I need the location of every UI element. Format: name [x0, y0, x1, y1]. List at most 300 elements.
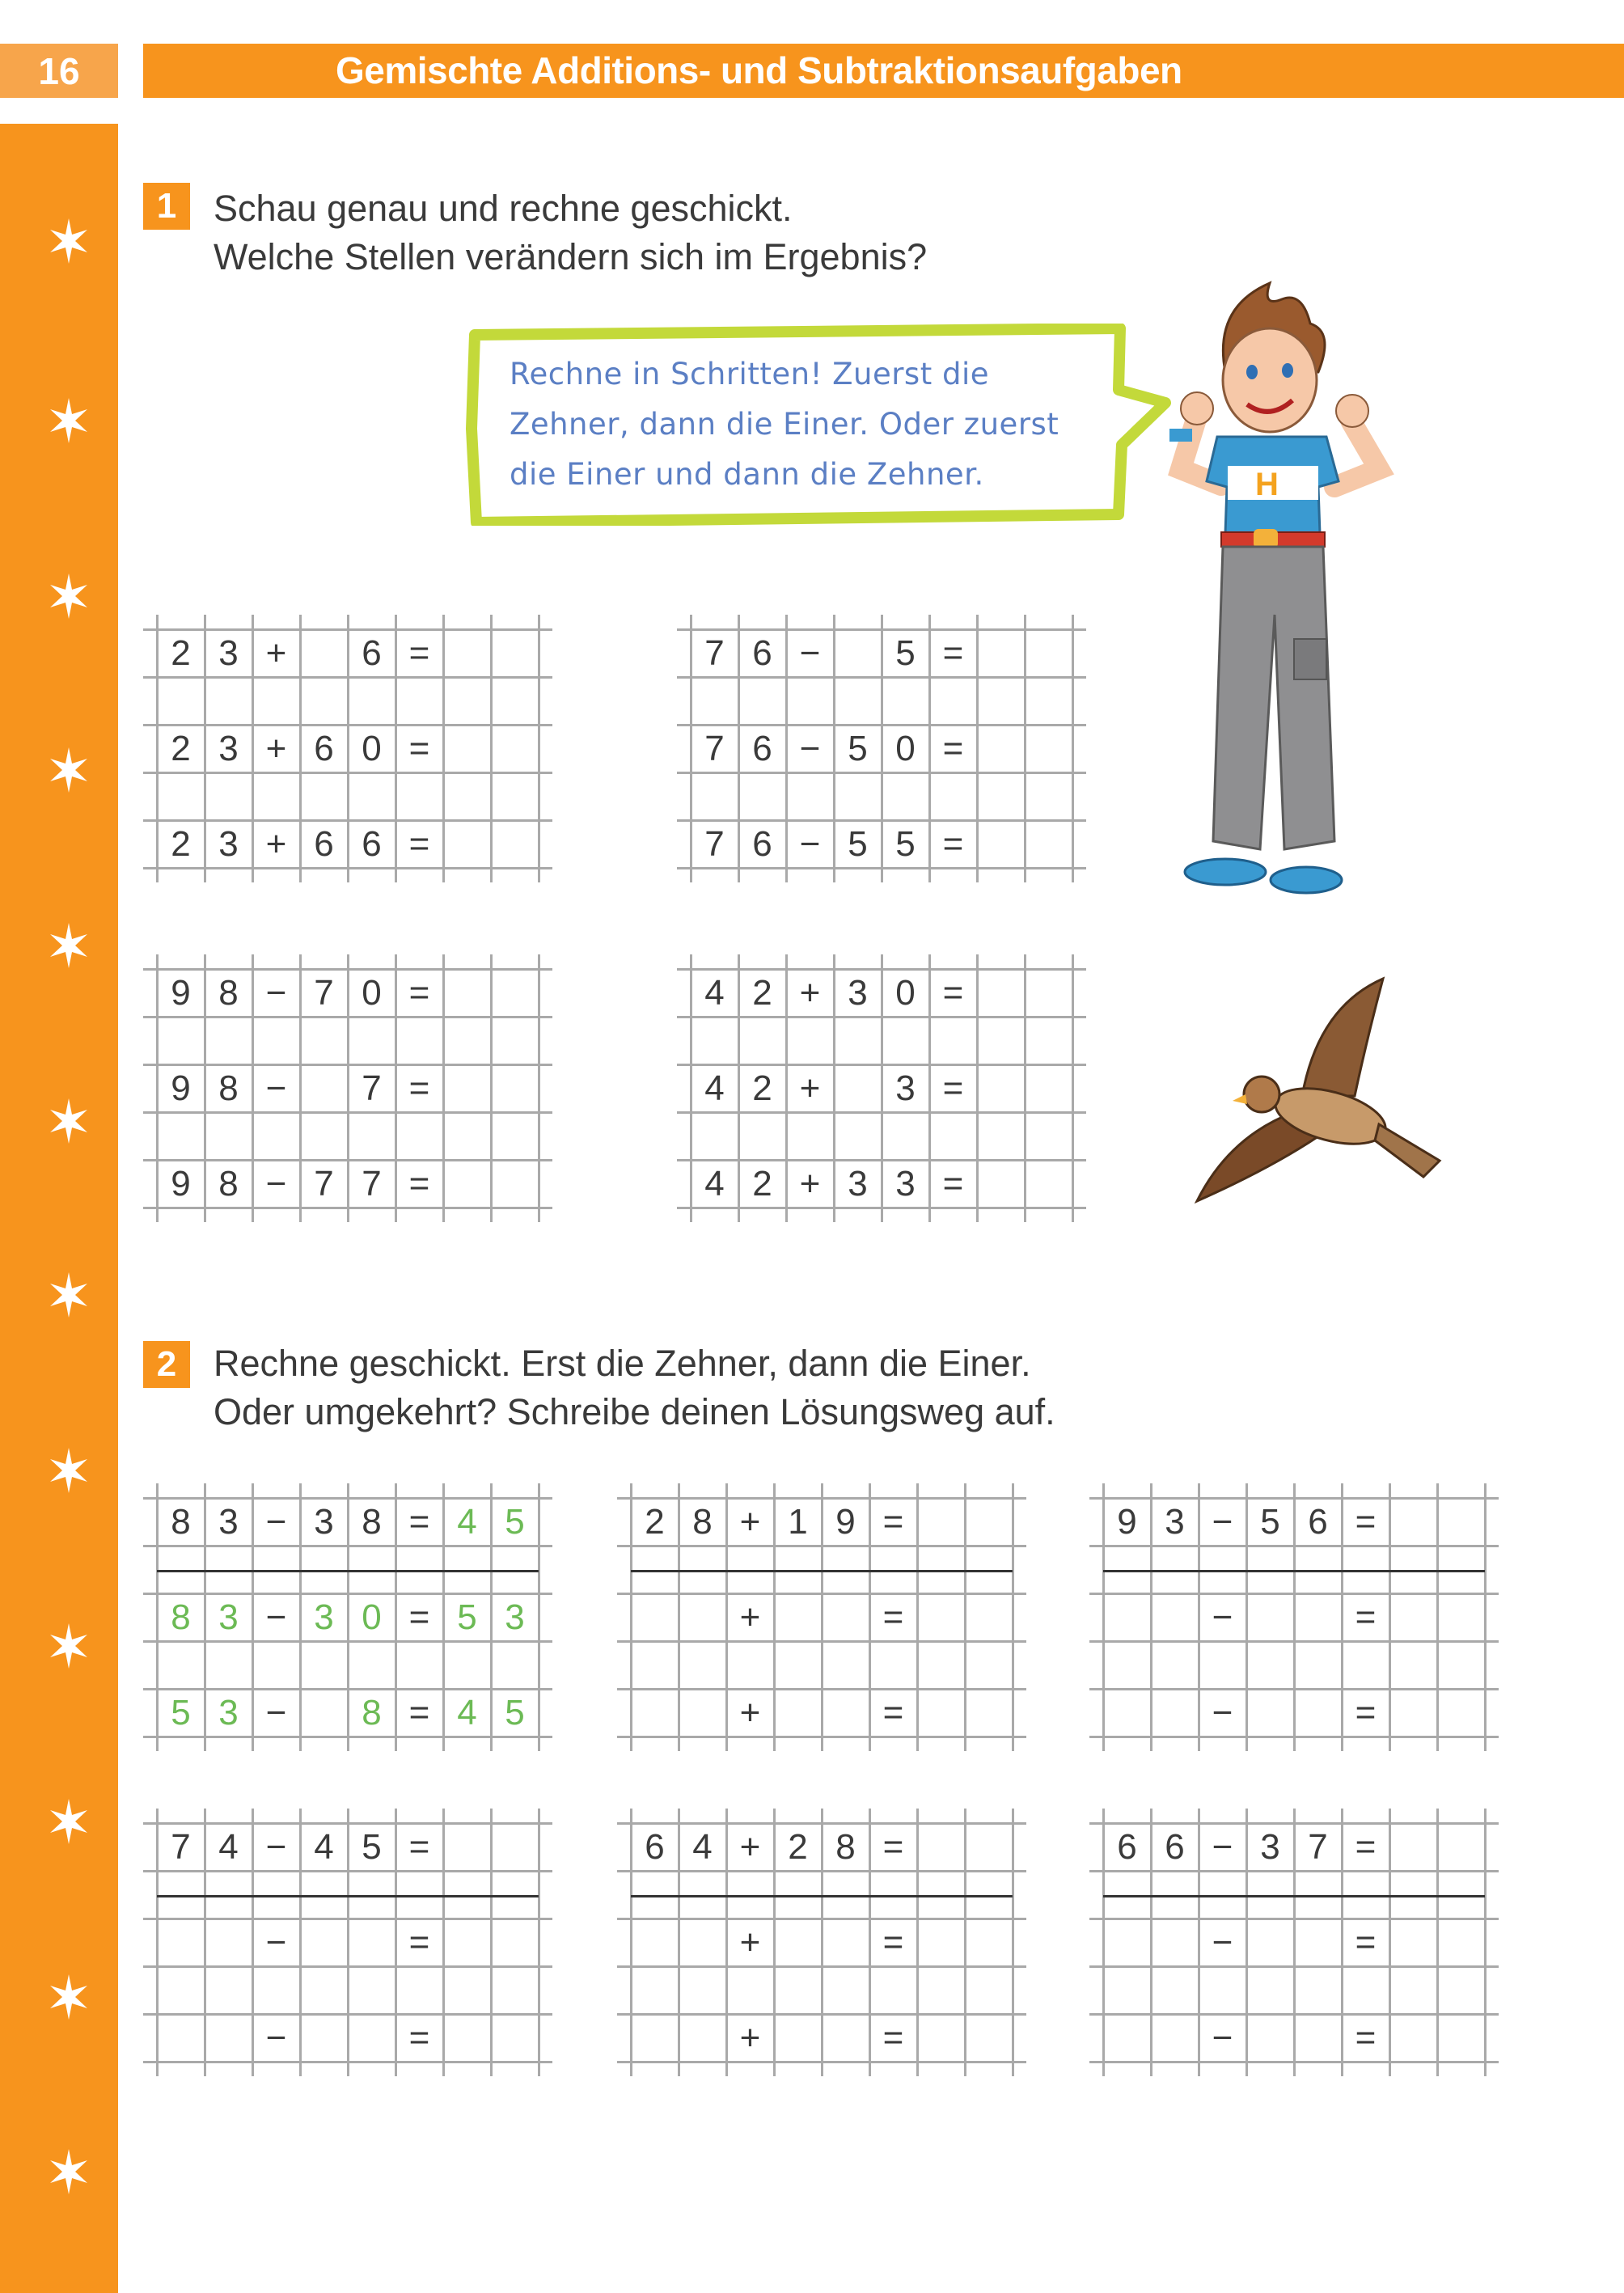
answer-cell[interactable]	[679, 1593, 726, 1641]
answer-cell[interactable]	[491, 1017, 539, 1064]
answer-cell[interactable]	[822, 1546, 869, 1593]
digit-cell: 8	[171, 1597, 191, 1637]
answer-cell[interactable]	[252, 772, 300, 820]
answer-cell[interactable]	[1025, 1112, 1072, 1160]
answer-cell[interactable]	[917, 1871, 965, 1919]
answer-cell[interactable]	[395, 1546, 443, 1593]
answer-cell[interactable]	[1103, 1966, 1151, 2014]
answer-cell[interactable]	[1103, 1871, 1151, 1919]
answer-cell[interactable]	[631, 1966, 679, 2014]
answer-cell[interactable]	[1437, 1593, 1485, 1641]
answer-cell[interactable]	[882, 772, 929, 820]
answer-cell[interactable]	[1389, 1498, 1437, 1546]
answer-cell[interactable]	[774, 1966, 822, 2014]
answer-cell[interactable]	[491, 1160, 539, 1208]
answer-cell[interactable]	[1151, 1641, 1199, 1689]
answer-cell[interactable]	[774, 1689, 822, 1737]
answer-cell[interactable]	[977, 1112, 1025, 1160]
answer-cell[interactable]	[205, 1641, 252, 1689]
answer-cell[interactable]	[1437, 1966, 1485, 2014]
answer-cell[interactable]	[1389, 1641, 1437, 1689]
answer-cell[interactable]	[822, 1641, 869, 1689]
answer-cell[interactable]	[1103, 1641, 1151, 1689]
answer-cell[interactable]	[726, 1546, 774, 1593]
answer-cell[interactable]	[977, 1064, 1025, 1112]
answer-cell[interactable]	[786, 1112, 834, 1160]
digit-cell: 6	[645, 1826, 665, 1867]
digit-cell: 6	[752, 728, 772, 768]
answer-cell[interactable]	[834, 1112, 882, 1160]
answer-cell[interactable]	[252, 1871, 300, 1919]
answer-cell[interactable]	[1199, 1966, 1246, 2014]
answer-cell[interactable]	[491, 1112, 539, 1160]
answer-cell[interactable]	[774, 1593, 822, 1641]
answer-cell[interactable]	[774, 1871, 822, 1919]
answer-cell[interactable]	[1103, 1546, 1151, 1593]
answer-cell[interactable]	[977, 772, 1025, 820]
answer-cell[interactable]	[977, 1017, 1025, 1064]
answer-cell[interactable]	[631, 1641, 679, 1689]
answer-cell[interactable]	[1437, 2014, 1485, 2062]
answer-cell[interactable]	[977, 820, 1025, 868]
answer-cell[interactable]	[1246, 2014, 1294, 2062]
answer-cell[interactable]	[822, 1871, 869, 1919]
digit-cell: 0	[895, 972, 916, 1013]
answer-cell[interactable]	[395, 1871, 443, 1919]
answer-cell[interactable]	[443, 772, 491, 820]
answer-cell[interactable]	[774, 1546, 822, 1593]
answer-cell[interactable]	[929, 677, 977, 725]
answer-cell[interactable]	[882, 677, 929, 725]
answer-cell[interactable]	[917, 1593, 965, 1641]
answer-cell[interactable]	[395, 1017, 443, 1064]
answer-cell[interactable]	[631, 1871, 679, 1919]
answer-cell[interactable]	[1437, 1919, 1485, 1966]
operator-cell: −	[1212, 1692, 1233, 1732]
answer-cell[interactable]	[1103, 1593, 1151, 1641]
answer-cell[interactable]	[491, 969, 539, 1017]
answer-cell[interactable]	[1389, 1689, 1437, 1737]
digit-cell: 6	[752, 823, 772, 864]
answer-cell[interactable]	[157, 1641, 205, 1689]
answer-cell[interactable]	[300, 629, 348, 677]
digit-cell: 3	[848, 972, 868, 1013]
answer-cell[interactable]	[252, 1546, 300, 1593]
answer-cell[interactable]	[679, 2014, 726, 2062]
operator-cell: −	[799, 728, 821, 768]
operator-cell: −	[265, 1501, 287, 1542]
answer-cell[interactable]	[300, 1641, 348, 1689]
answer-cell[interactable]	[1103, 2014, 1151, 2062]
answer-cell[interactable]	[977, 725, 1025, 772]
answer-cell[interactable]	[348, 1919, 395, 1966]
answer-cell[interactable]	[726, 1966, 774, 2014]
answer-cell[interactable]	[1025, 820, 1072, 868]
answer-cell[interactable]	[348, 1112, 395, 1160]
answer-cell[interactable]	[491, 1871, 539, 1919]
answer-cell[interactable]	[965, 2014, 1013, 2062]
digit-cell: 6	[1165, 1826, 1185, 1867]
answer-cell[interactable]	[491, 725, 539, 772]
answer-cell[interactable]	[1025, 677, 1072, 725]
answer-cell[interactable]	[157, 1546, 205, 1593]
digit-cell: 4	[457, 1501, 477, 1542]
answer-cell[interactable]	[786, 772, 834, 820]
answer-cell[interactable]	[157, 2014, 205, 2062]
answer-cell[interactable]	[443, 725, 491, 772]
answer-cell[interactable]	[205, 1017, 252, 1064]
answer-cell[interactable]	[1151, 1871, 1199, 1919]
answer-cell[interactable]	[1294, 1871, 1342, 1919]
answer-cell[interactable]	[917, 1498, 965, 1546]
answer-cell[interactable]	[679, 1919, 726, 1966]
answer-cell[interactable]	[443, 629, 491, 677]
answer-cell[interactable]	[348, 1546, 395, 1593]
digit-cell: 3	[218, 632, 239, 673]
answer-cell[interactable]	[252, 677, 300, 725]
answer-cell[interactable]	[1246, 1919, 1294, 1966]
answer-cell[interactable]	[443, 1112, 491, 1160]
digit-cell: 3	[314, 1501, 334, 1542]
digit-cell: 5	[362, 1826, 382, 1867]
answer-cell[interactable]	[157, 677, 205, 725]
answer-cell[interactable]	[300, 1064, 348, 1112]
digit-cell: 9	[1117, 1501, 1137, 1542]
answer-cell[interactable]	[1151, 1593, 1199, 1641]
answer-cell[interactable]	[1246, 1641, 1294, 1689]
answer-cell[interactable]	[882, 1112, 929, 1160]
answer-cell[interactable]	[1103, 1689, 1151, 1737]
answer-cell[interactable]	[443, 1064, 491, 1112]
answer-cell[interactable]	[691, 1017, 738, 1064]
answer-cell[interactable]	[1246, 1966, 1294, 2014]
digit-cell: 8	[835, 1826, 856, 1867]
answer-cell[interactable]	[631, 1919, 679, 1966]
answer-cell[interactable]	[491, 820, 539, 868]
answer-cell[interactable]	[1246, 1871, 1294, 1919]
answer-cell[interactable]	[1294, 1966, 1342, 2014]
answer-cell[interactable]	[1437, 1871, 1485, 1919]
answer-cell[interactable]	[300, 1112, 348, 1160]
answer-cell[interactable]	[395, 1641, 443, 1689]
answer-cell[interactable]	[491, 1966, 539, 2014]
answer-cell[interactable]	[443, 677, 491, 725]
answer-cell[interactable]	[252, 1112, 300, 1160]
answer-cell[interactable]	[205, 1871, 252, 1919]
answer-cell[interactable]	[491, 772, 539, 820]
answer-cell[interactable]	[348, 772, 395, 820]
answer-cell[interactable]	[965, 1689, 1013, 1737]
answer-cell[interactable]	[1151, 1966, 1199, 2014]
digit-cell: 4	[704, 972, 725, 1013]
answer-cell[interactable]	[1151, 1689, 1199, 1737]
answer-cell[interactable]	[965, 1966, 1013, 2014]
answer-cell[interactable]	[443, 1641, 491, 1689]
star-icon	[50, 747, 87, 793]
answer-cell[interactable]	[491, 1823, 539, 1871]
answer-cell[interactable]	[300, 1871, 348, 1919]
answer-cell[interactable]	[917, 1641, 965, 1689]
answer-cell[interactable]	[822, 1689, 869, 1737]
speech-bubble-line-2: Zehner, dann die Einer. Oder zuerst	[510, 407, 1059, 442]
answer-cell[interactable]	[300, 772, 348, 820]
answer-cell[interactable]	[443, 1823, 491, 1871]
answer-cell[interactable]	[300, 1966, 348, 2014]
answer-cell[interactable]	[1389, 1966, 1437, 2014]
answer-cell[interactable]	[300, 1546, 348, 1593]
answer-cell[interactable]	[631, 1546, 679, 1593]
answer-cell[interactable]	[491, 1641, 539, 1689]
digit-cell: 3	[218, 823, 239, 864]
answer-cell[interactable]	[348, 1966, 395, 2014]
answer-cell[interactable]	[300, 1017, 348, 1064]
answer-cell[interactable]	[157, 1017, 205, 1064]
answer-cell[interactable]	[774, 1641, 822, 1689]
answer-cell[interactable]	[205, 1966, 252, 2014]
answer-cell[interactable]	[977, 677, 1025, 725]
answer-cell[interactable]	[348, 677, 395, 725]
answer-cell[interactable]	[869, 1871, 917, 1919]
answer-cell[interactable]	[348, 1871, 395, 1919]
answer-cell[interactable]	[1199, 1871, 1246, 1919]
answer-cell[interactable]	[1199, 1546, 1246, 1593]
answer-cell[interactable]	[1437, 1498, 1485, 1546]
answer-cell[interactable]	[691, 772, 738, 820]
answer-cell[interactable]	[1246, 1593, 1294, 1641]
operator-cell: +	[265, 823, 287, 864]
answer-cell[interactable]	[252, 1966, 300, 2014]
answer-cell[interactable]	[300, 1919, 348, 1966]
answer-cell[interactable]	[786, 677, 834, 725]
answer-cell[interactable]	[491, 629, 539, 677]
answer-cell[interactable]	[1103, 1919, 1151, 1966]
answer-cell[interactable]	[205, 1546, 252, 1593]
answer-cell[interactable]	[1294, 1546, 1342, 1593]
answer-cell[interactable]	[1151, 1546, 1199, 1593]
answer-cell[interactable]	[917, 2014, 965, 2062]
answer-cell[interactable]	[679, 1689, 726, 1737]
answer-cell[interactable]	[395, 1966, 443, 2014]
operator-cell: −	[265, 1163, 287, 1204]
answer-cell[interactable]	[965, 1823, 1013, 1871]
answer-cell[interactable]	[1199, 1641, 1246, 1689]
answer-cell[interactable]	[917, 1546, 965, 1593]
answer-cell[interactable]	[834, 1017, 882, 1064]
answer-cell[interactable]	[631, 1593, 679, 1641]
answer-cell[interactable]	[869, 1966, 917, 2014]
answer-cell[interactable]	[738, 772, 786, 820]
exercise-2-instruction-line-1: Rechne geschickt. Erst die Zehner, dann die Einer.	[214, 1343, 1031, 1384]
answer-cell[interactable]	[691, 1112, 738, 1160]
answer-cell[interactable]	[822, 1919, 869, 1966]
operator-cell: =	[408, 2017, 430, 2058]
answer-cell[interactable]	[1342, 1966, 1389, 2014]
answer-cell[interactable]	[491, 1546, 539, 1593]
answer-cell[interactable]	[443, 820, 491, 868]
answer-cell[interactable]	[738, 677, 786, 725]
answer-cell[interactable]	[977, 629, 1025, 677]
answer-cell[interactable]	[1294, 1919, 1342, 1966]
answer-cell[interactable]	[977, 1160, 1025, 1208]
answer-cell[interactable]	[929, 1112, 977, 1160]
answer-cell[interactable]	[1389, 1823, 1437, 1871]
answer-cell[interactable]	[443, 2014, 491, 2062]
answer-cell[interactable]	[1294, 2014, 1342, 2062]
answer-cell[interactable]	[300, 2014, 348, 2062]
answer-cell[interactable]	[252, 1641, 300, 1689]
answer-cell[interactable]	[1294, 1641, 1342, 1689]
answer-cell[interactable]	[679, 1546, 726, 1593]
answer-cell[interactable]	[443, 1160, 491, 1208]
answer-cell[interactable]	[395, 1112, 443, 1160]
answer-cell[interactable]	[1025, 969, 1072, 1017]
digit-cell: 2	[752, 1163, 772, 1204]
answer-cell[interactable]	[1389, 1593, 1437, 1641]
answer-cell[interactable]	[834, 677, 882, 725]
answer-cell[interactable]	[1025, 772, 1072, 820]
answer-cell[interactable]	[1151, 1919, 1199, 1966]
answer-cell[interactable]	[822, 2014, 869, 2062]
answer-cell[interactable]	[1437, 1689, 1485, 1737]
answer-cell[interactable]	[1437, 1823, 1485, 1871]
answer-cell[interactable]	[834, 1064, 882, 1112]
operator-cell: =	[408, 1501, 430, 1542]
answer-cell[interactable]	[738, 1017, 786, 1064]
answer-cell[interactable]	[395, 677, 443, 725]
answer-cell[interactable]	[443, 1546, 491, 1593]
answer-cell[interactable]	[157, 1966, 205, 2014]
answer-cell[interactable]	[1294, 1593, 1342, 1641]
answer-cell[interactable]	[1342, 1871, 1389, 1919]
digit-cell: 5	[848, 728, 868, 768]
answer-cell[interactable]	[443, 1919, 491, 1966]
digit-cell: 2	[645, 1501, 665, 1542]
answer-cell[interactable]	[1294, 1689, 1342, 1737]
answer-cell[interactable]	[917, 1823, 965, 1871]
answer-cell[interactable]	[965, 1546, 1013, 1593]
answer-cell[interactable]	[631, 2014, 679, 2062]
answer-cell[interactable]	[443, 1871, 491, 1919]
operator-cell: =	[882, 1597, 904, 1637]
digit-cell: 4	[704, 1068, 725, 1108]
answer-cell[interactable]	[631, 1689, 679, 1737]
answer-cell[interactable]	[443, 1017, 491, 1064]
answer-cell[interactable]	[822, 1966, 869, 2014]
answer-cell[interactable]	[1389, 1919, 1437, 1966]
operator-cell: =	[408, 1826, 430, 1867]
answer-cell[interactable]	[252, 1017, 300, 1064]
answer-cell[interactable]	[491, 2014, 539, 2062]
answer-cell[interactable]	[491, 677, 539, 725]
answer-cell[interactable]	[869, 1641, 917, 1689]
answer-cell[interactable]	[348, 1017, 395, 1064]
answer-cell[interactable]	[679, 1641, 726, 1689]
star-icon	[50, 2149, 87, 2194]
answer-cell[interactable]	[1342, 1641, 1389, 1689]
answer-cell[interactable]	[1025, 725, 1072, 772]
answer-cell[interactable]	[491, 1919, 539, 1966]
answer-cell[interactable]	[300, 1689, 348, 1737]
answer-cell[interactable]	[786, 1017, 834, 1064]
answer-cell[interactable]	[977, 969, 1025, 1017]
star-icon	[50, 1272, 87, 1318]
answer-cell[interactable]	[1246, 1689, 1294, 1737]
answer-cell[interactable]	[205, 1919, 252, 1966]
operator-cell: =	[882, 1501, 904, 1542]
answer-cell[interactable]	[491, 1064, 539, 1112]
answer-cell[interactable]	[679, 1966, 726, 2014]
answer-cell[interactable]	[726, 1641, 774, 1689]
answer-cell[interactable]	[205, 1112, 252, 1160]
answer-cell[interactable]	[965, 1919, 1013, 1966]
operator-cell: =	[1355, 1501, 1377, 1542]
answer-cell[interactable]	[348, 1641, 395, 1689]
answer-cell[interactable]	[774, 2014, 822, 2062]
star-icon	[50, 1623, 87, 1669]
answer-cell[interactable]	[965, 1871, 1013, 1919]
answer-cell[interactable]	[205, 2014, 252, 2062]
answer-cell[interactable]	[738, 1112, 786, 1160]
answer-cell[interactable]	[965, 1593, 1013, 1641]
answer-cell[interactable]	[1389, 1546, 1437, 1593]
answer-cell[interactable]	[1025, 1017, 1072, 1064]
digit-cell: 9	[171, 972, 191, 1013]
answer-cell[interactable]	[157, 1112, 205, 1160]
answer-cell[interactable]	[1389, 1871, 1437, 1919]
answer-cell[interactable]	[691, 677, 738, 725]
answer-cell[interactable]	[348, 2014, 395, 2062]
answer-cell[interactable]	[395, 772, 443, 820]
answer-cell[interactable]	[917, 1966, 965, 2014]
answer-cell[interactable]	[834, 772, 882, 820]
answer-cell[interactable]	[1151, 2014, 1199, 2062]
answer-cell[interactable]	[869, 1546, 917, 1593]
answer-cell[interactable]	[1025, 1064, 1072, 1112]
answer-cell[interactable]	[965, 1498, 1013, 1546]
answer-cell[interactable]	[300, 677, 348, 725]
operator-cell: =	[882, 2017, 904, 2058]
answer-cell[interactable]	[917, 1919, 965, 1966]
answer-cell[interactable]	[443, 1966, 491, 2014]
answer-cell[interactable]	[443, 969, 491, 1017]
answer-cell[interactable]	[679, 1871, 726, 1919]
answer-cell[interactable]	[1437, 1641, 1485, 1689]
answer-cell[interactable]	[205, 772, 252, 820]
operator-cell: =	[942, 728, 964, 768]
answer-cell[interactable]	[157, 1919, 205, 1966]
answer-cell[interactable]	[205, 677, 252, 725]
answer-cell[interactable]	[929, 1017, 977, 1064]
operator-cell: =	[408, 1163, 430, 1204]
answer-cell[interactable]	[157, 1871, 205, 1919]
answer-cell[interactable]	[726, 1871, 774, 1919]
answer-cell[interactable]	[1389, 2014, 1437, 2062]
answer-cell[interactable]	[965, 1641, 1013, 1689]
answer-cell[interactable]	[929, 772, 977, 820]
answer-cell[interactable]	[882, 1017, 929, 1064]
answer-cell[interactable]	[1246, 1546, 1294, 1593]
answer-cell[interactable]	[822, 1593, 869, 1641]
answer-cell[interactable]	[157, 772, 205, 820]
answer-cell[interactable]	[917, 1689, 965, 1737]
answer-cell[interactable]	[1437, 1546, 1485, 1593]
operator-cell: =	[942, 823, 964, 864]
answer-cell[interactable]	[1025, 629, 1072, 677]
answer-cell[interactable]	[834, 629, 882, 677]
answer-cell[interactable]	[774, 1919, 822, 1966]
answer-cell[interactable]	[1342, 1546, 1389, 1593]
answer-cell[interactable]	[1025, 1160, 1072, 1208]
